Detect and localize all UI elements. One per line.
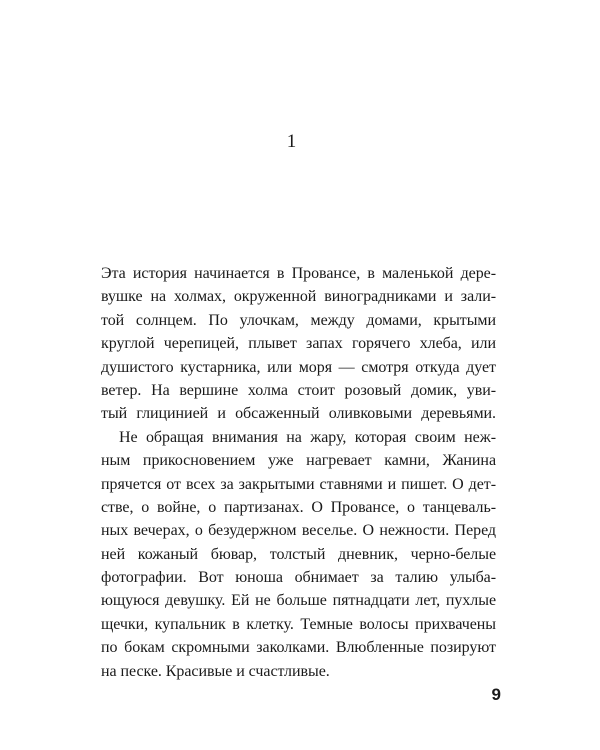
text-line: ным прикосновением уже нагревает камни, Жанина	[101, 452, 496, 470]
text-line: стве, о войне, о партизанах. О Провансе, о танцеваль-	[101, 498, 496, 516]
text-line: ющуюся девушку. Ей не больше пятнадцати лет, пухлые	[101, 592, 496, 610]
text-line: прячется от всех за закрытыми ставнями и пишет. О дет-	[101, 475, 496, 493]
text-line: фотографии. Вот юноша обнимает за талию улыба-	[101, 569, 496, 587]
page-number: 9	[491, 685, 501, 704]
text-line: тый глицинией и обсаженный оливковыми деревьями.	[101, 405, 496, 423]
text-line: круглой черепицей, плывет запах горячего хлеба, или	[101, 335, 496, 353]
text-line: по бокам скромными заколками. Влюбленные позируют	[101, 639, 496, 657]
text-line: щечки, купальник в клетку. Темные волосы прихвачены	[101, 615, 496, 633]
text-line: ветер. На вершине холма стоит розовый домик, уви-	[101, 381, 496, 399]
text-line: Эта история начинается в Провансе, в маленькой дере-	[101, 265, 496, 282]
text-line: на песке. Красивые и счастливые.	[101, 662, 330, 680]
text-line: ных вечерах, о безудержном веселье. О нежности. Перед	[101, 522, 496, 540]
text-line: ней кожаный бювар, толстый дневник, черно-белые	[101, 545, 496, 563]
chapter-number: 1	[286, 131, 297, 152]
text-line: душистого кустарника, или моря — смотря откуда дует	[101, 358, 496, 376]
text-line: Не обращая внимания на жару, которая своим неж-	[119, 428, 496, 446]
text-line: вушке на холмах, окруженной виноградниками и зали-	[101, 288, 496, 306]
chapter-text	[101, 262, 496, 683]
text-line: той солнцем. По улочкам, между домами, крытыми	[101, 311, 496, 329]
